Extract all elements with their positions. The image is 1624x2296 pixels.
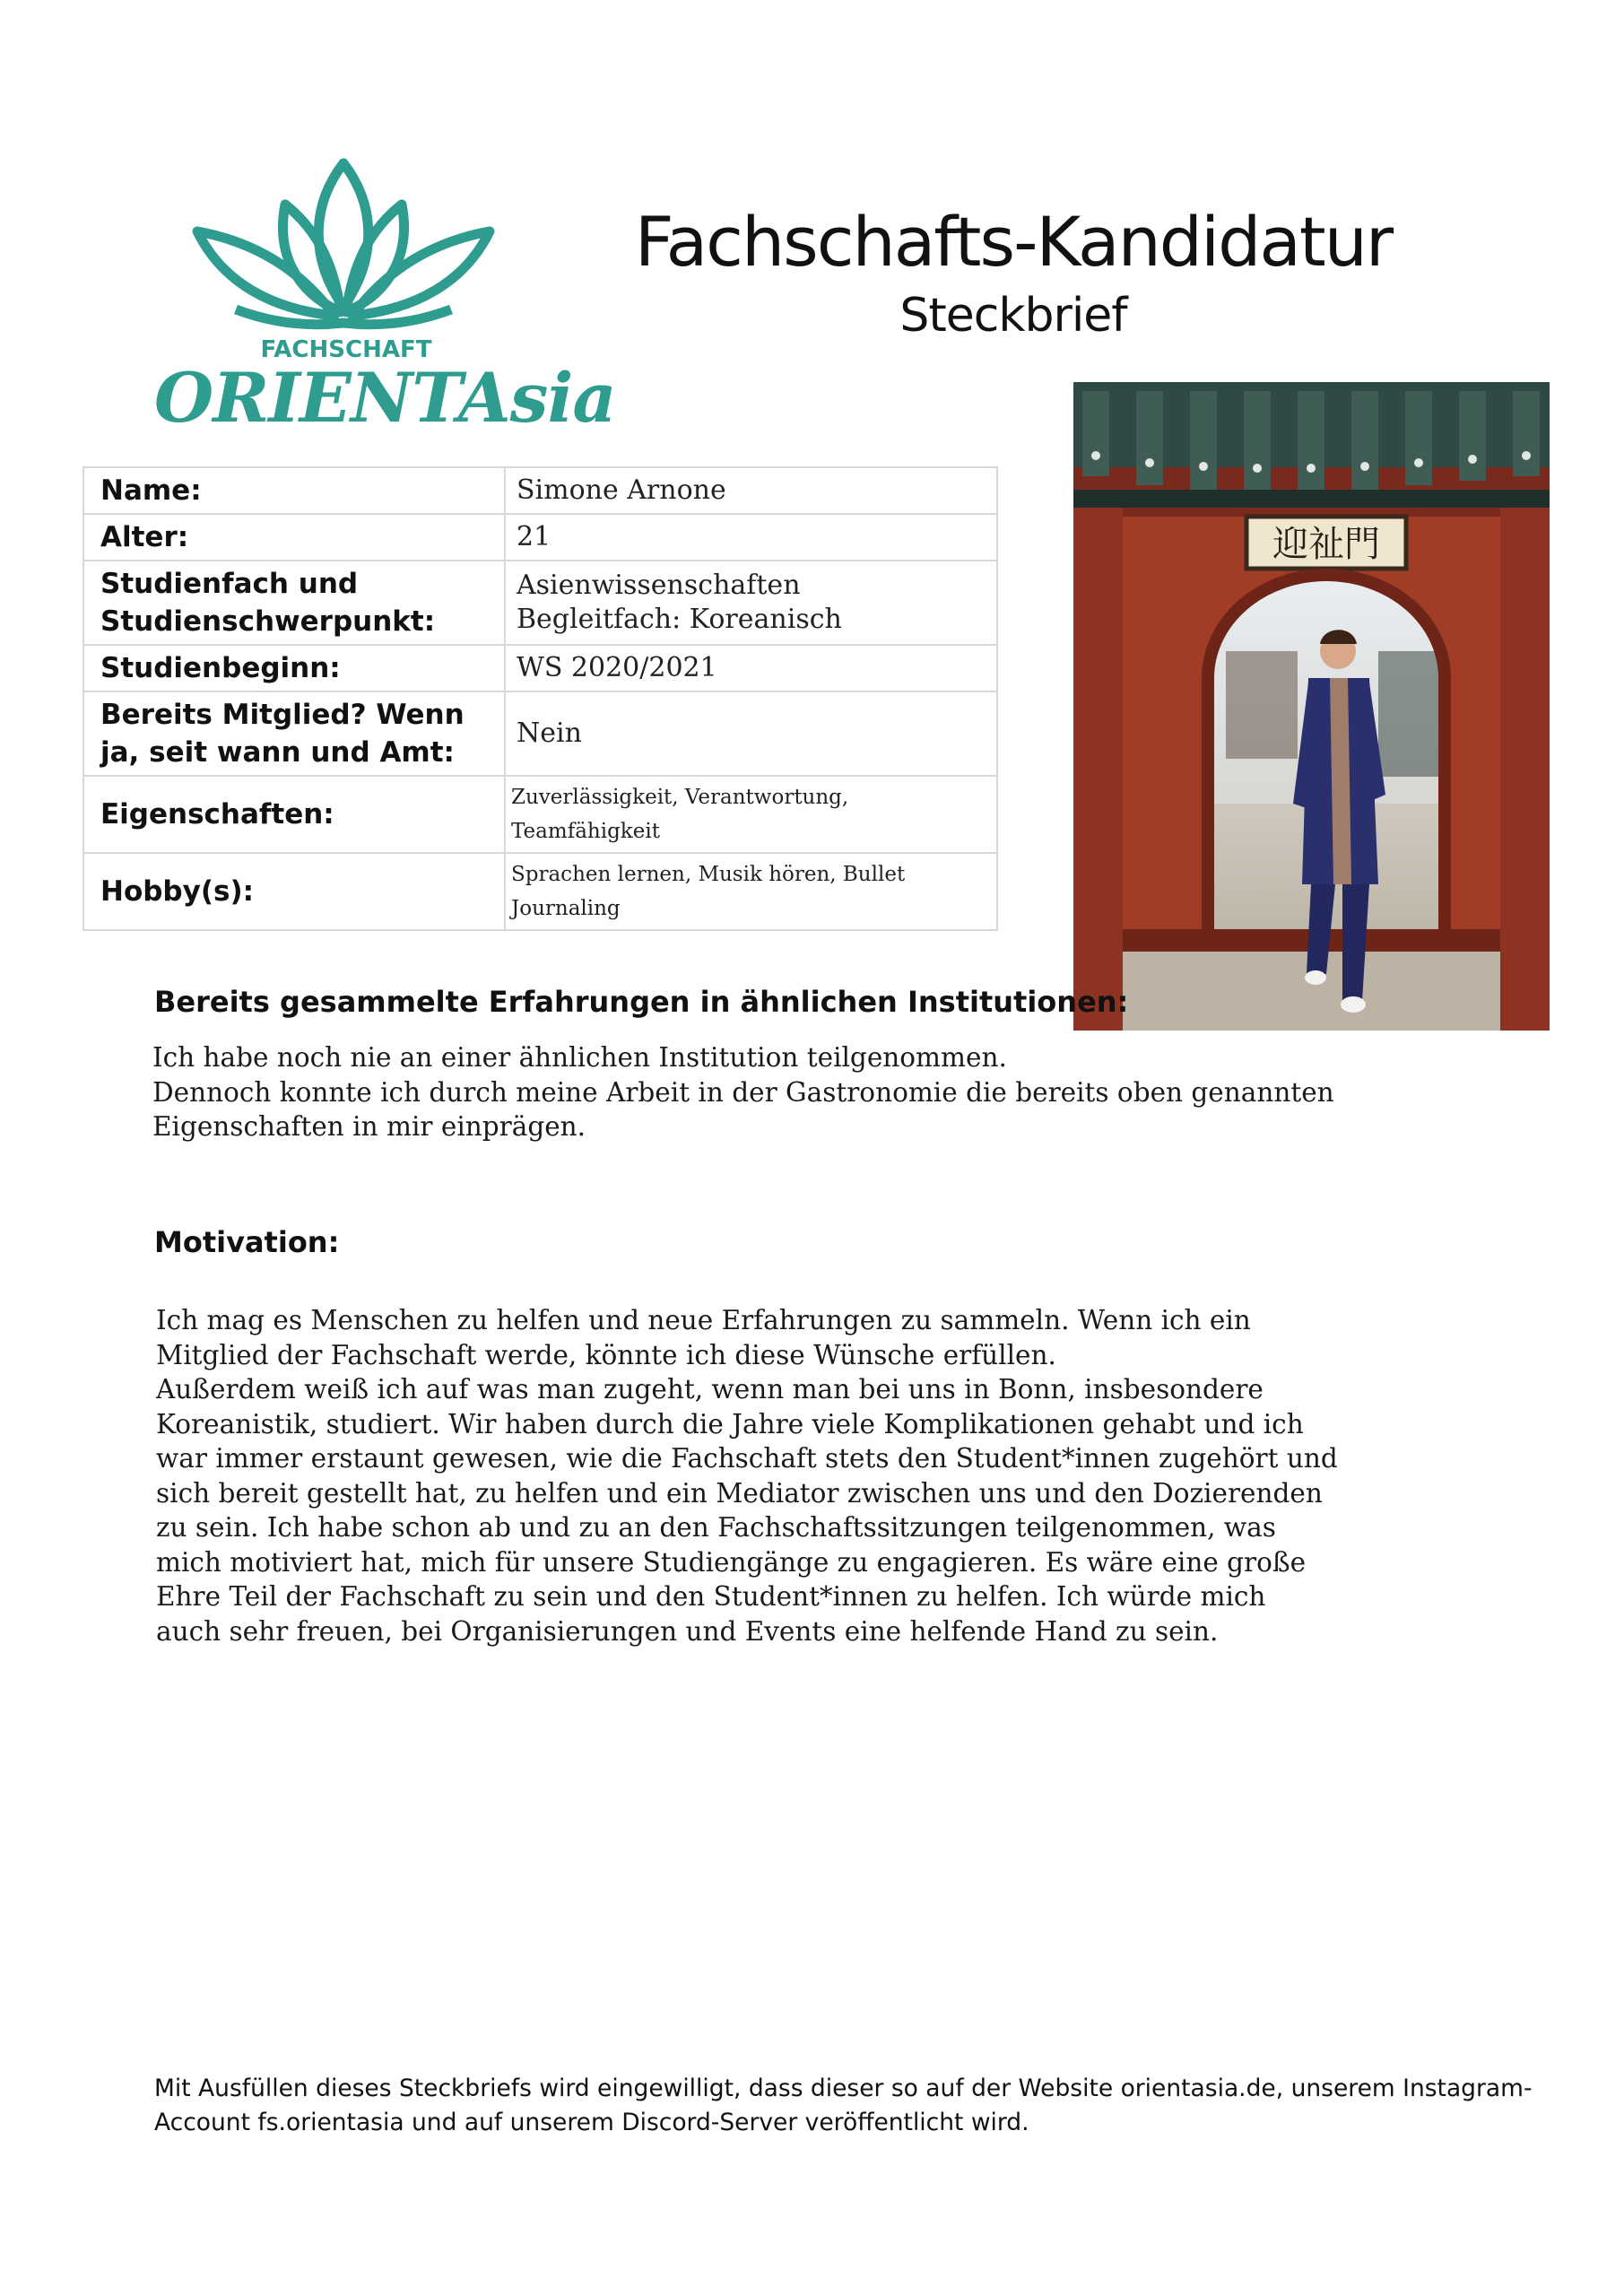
fachschaft-logo xyxy=(151,152,616,457)
table-row xyxy=(83,561,997,645)
logo-fachschaft-text: FACHSCHAFT xyxy=(260,336,432,363)
candidate-photo xyxy=(1073,382,1550,1031)
field-value: Nein xyxy=(505,691,997,776)
field-label: Eigenschaften: xyxy=(83,776,505,853)
field-value: WS 2020/2021 xyxy=(505,645,997,691)
lotus-icon xyxy=(197,163,490,325)
table-row xyxy=(83,853,997,930)
experience-heading: Bereits gesammelte Erfahrungen in ähnlichen Institutionen: xyxy=(154,985,1129,1019)
motivation-text: Ich mag es Menschen zu helfen und neue Erfahrungen zu sammeln. Wenn ich ein Mitglied der Fachschaft werde, könnte ich diese Wünsche erfüllen. Außerdem weiß ich auf was man zugeht, wenn man bei uns in Bonn, insbesondere Koreanistik, studiert. Wir haben durch die Jahre viele Komplikationen gehabt und ich war immer erstaunt gewesen, wie die Fachschaft stets den Student*innen zugehört und sich bereit gestellt hat, zu helfen und ein Mediator zwischen uns und den Dozierenden zu sein. Ich habe schon ab und zu an den Fachschaftssitzungen teilgenommen, was mich motiviert hat, mich für unsere Studiengänge zu engagieren. Es wäre eine große Ehre Teil der Fachschaft zu sein und den Student*innen zu helfen. Ich würde mich auch sehr freuen, bei Organisierungen und Events eine helfende Hand zu sein. xyxy=(156,1305,1338,1647)
table-row xyxy=(83,645,997,691)
field-value: Asienwissenschaften Begleitfach: Koreanisch xyxy=(505,561,997,645)
field-label: Name: xyxy=(83,467,505,514)
field-label: Hobby(s): xyxy=(83,853,505,930)
experience-text: Ich habe noch nie an einer ähnlichen Institution teilgenommen. Dennoch konnte ich durch meine Arbeit in der Gastronomie die bereits oben genannten Eigenschaften in mir einprägen. xyxy=(152,1042,1334,1142)
field-label: Alter: xyxy=(83,514,505,561)
consent-footer: Mit Ausfüllen dieses Steckbriefs wird eingewilligt, dass dieser so auf der Website orientasia.de, unserem Instagram- Account fs.orientasia und auf unserem Discord-Server veröffentlicht wird. xyxy=(154,2074,1533,2136)
table-row xyxy=(83,514,997,561)
page-subtitle: Steckbrief xyxy=(899,289,1127,343)
table-row xyxy=(83,691,997,776)
field-value: 21 xyxy=(505,514,997,561)
motivation-heading: Motivation: xyxy=(154,1225,340,1259)
table-row xyxy=(83,467,997,514)
field-value: Zuverlässigkeit, Verantwortung, Teamfähigkeit xyxy=(505,776,997,853)
table-row xyxy=(83,776,997,853)
profile-table xyxy=(83,466,998,931)
page-title: Fachschafts-Kandidatur xyxy=(634,202,1393,282)
field-label: Studienbeginn: xyxy=(83,645,505,691)
logo-wordmark: ORIENTAsia xyxy=(154,358,616,438)
field-value: Sprachen lernen, Musik hören, Bullet Journaling xyxy=(505,853,997,930)
field-value: Simone Arnone xyxy=(505,467,997,514)
field-label: Studienfach und Studienschwerpunkt: xyxy=(83,561,505,645)
field-label: Bereits Mitglied? Wenn ja, seit wann und Amt: xyxy=(83,691,505,776)
gate-sign: 迎祉門 xyxy=(1272,524,1380,565)
